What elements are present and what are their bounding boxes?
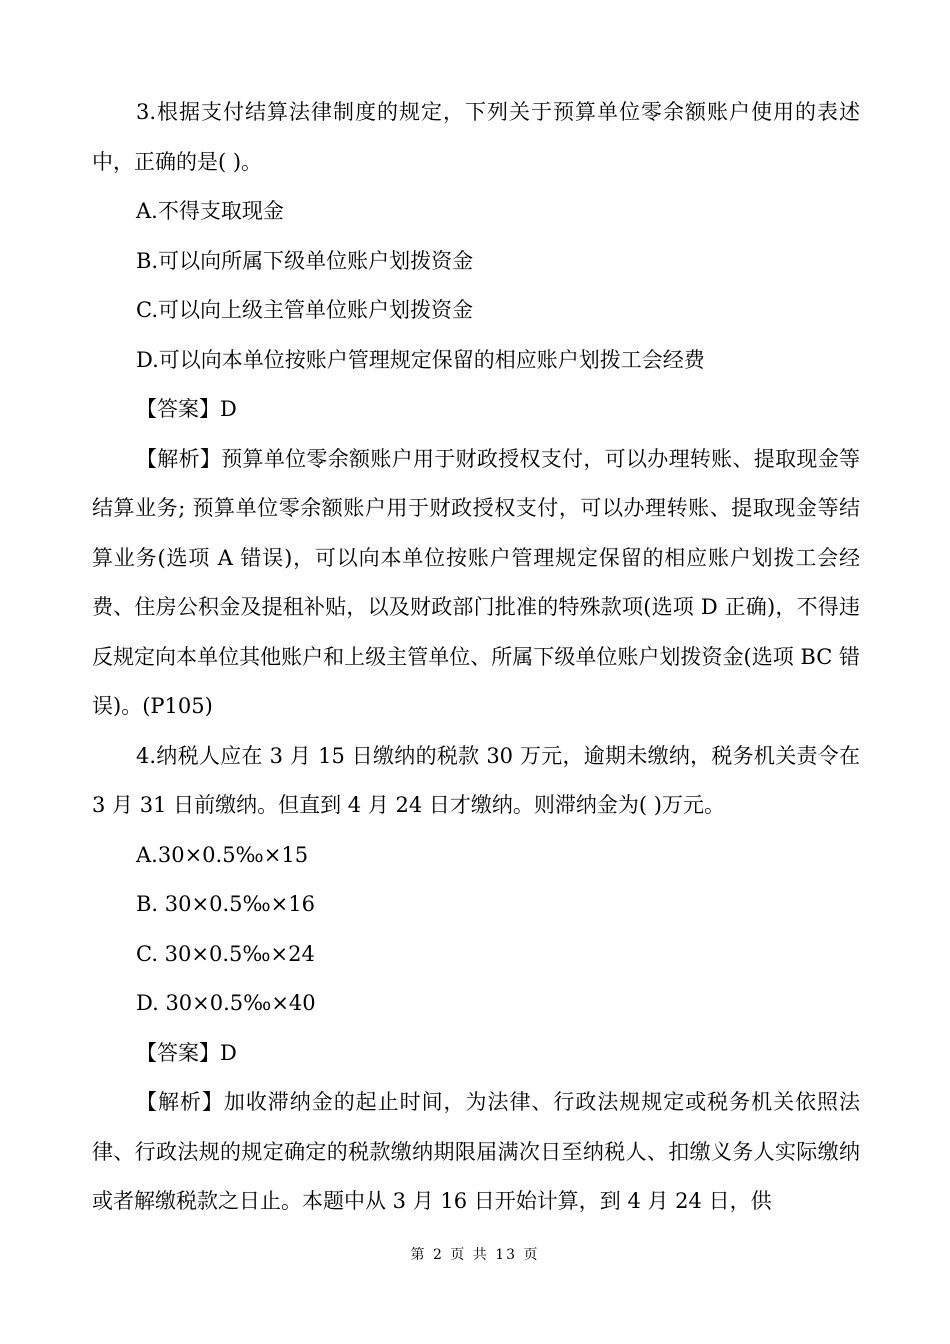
question-3-analysis: 【解析】预算单位零余额账户用于财政授权支付，可以办理转账、提取现金等结算业务; 预算单位零余额账户用于财政授权支付，可以办理转账、提取现金等结算业务(选项 A 错误)，可以向本单位按账户管理规定保留的相应账户划拨工会经费、住房公积金及提租补贴，以及财政部门批准的特殊款项(选项 D 正确)，不得违反规定向本单位其他账户和上级主管单位、所属下级单位账户划拨资金(选项 BC 错误)。(P105) — [92, 446, 860, 718]
question-4-option-d: D. 30×0.5‰×40 — [136, 991, 316, 1015]
question-4-option-a: A.30×0.5‰×15 — [136, 842, 309, 867]
page-footer: 第 2 页 共 13 页 — [410, 1247, 540, 1263]
question-4 — [92, 732, 860, 1227]
question-4-option-b: B. 30×0.5‰×16 — [136, 892, 315, 916]
document-body — [92, 88, 860, 1227]
question-3-option-a: A.不得支取现金 — [136, 199, 284, 223]
question-3-stem: 3.根据支付结算法律制度的规定，下列关于预算单位零余额账户使用的表述中，正确的是( )。 — [92, 100, 860, 174]
question-4-stem: 4.纳税人应在 3 月 15 日缴纳的税款 30 万元，逾期未缴纳，税务机关责令在 3 月 31 日前缴纳。但直到 4 月 24 日才缴纳。则滞纳金为( )万元。 — [92, 743, 860, 817]
question-3-answer: 【答案】D — [136, 397, 237, 421]
question-4-answer: 【答案】D — [136, 1040, 237, 1065]
question-3-option-d: D.可以向本单位按账户管理规定保留的相应账户划拨工会经费 — [136, 347, 705, 372]
question-3-option-b: B.可以向所属下级单位账户划拨资金 — [136, 248, 474, 273]
question-4-analysis: 【解析】加收滞纳金的起止时间，为法律、行政法规规定或税务机关依照法律、行政法规的规定确定的税款缴纳期限届满次日至纳税人、扣缴义务人实际缴纳或者解缴税款之日止。本题中从 3 月 16 日开始计算，到 4 月 24 日，供 — [92, 1090, 860, 1213]
question-3 — [92, 88, 860, 732]
question-3-option-c: C.可以向上级主管单位账户划拨资金 — [136, 298, 473, 322]
question-4-option-c: C. 30×0.5‰×24 — [136, 941, 315, 966]
